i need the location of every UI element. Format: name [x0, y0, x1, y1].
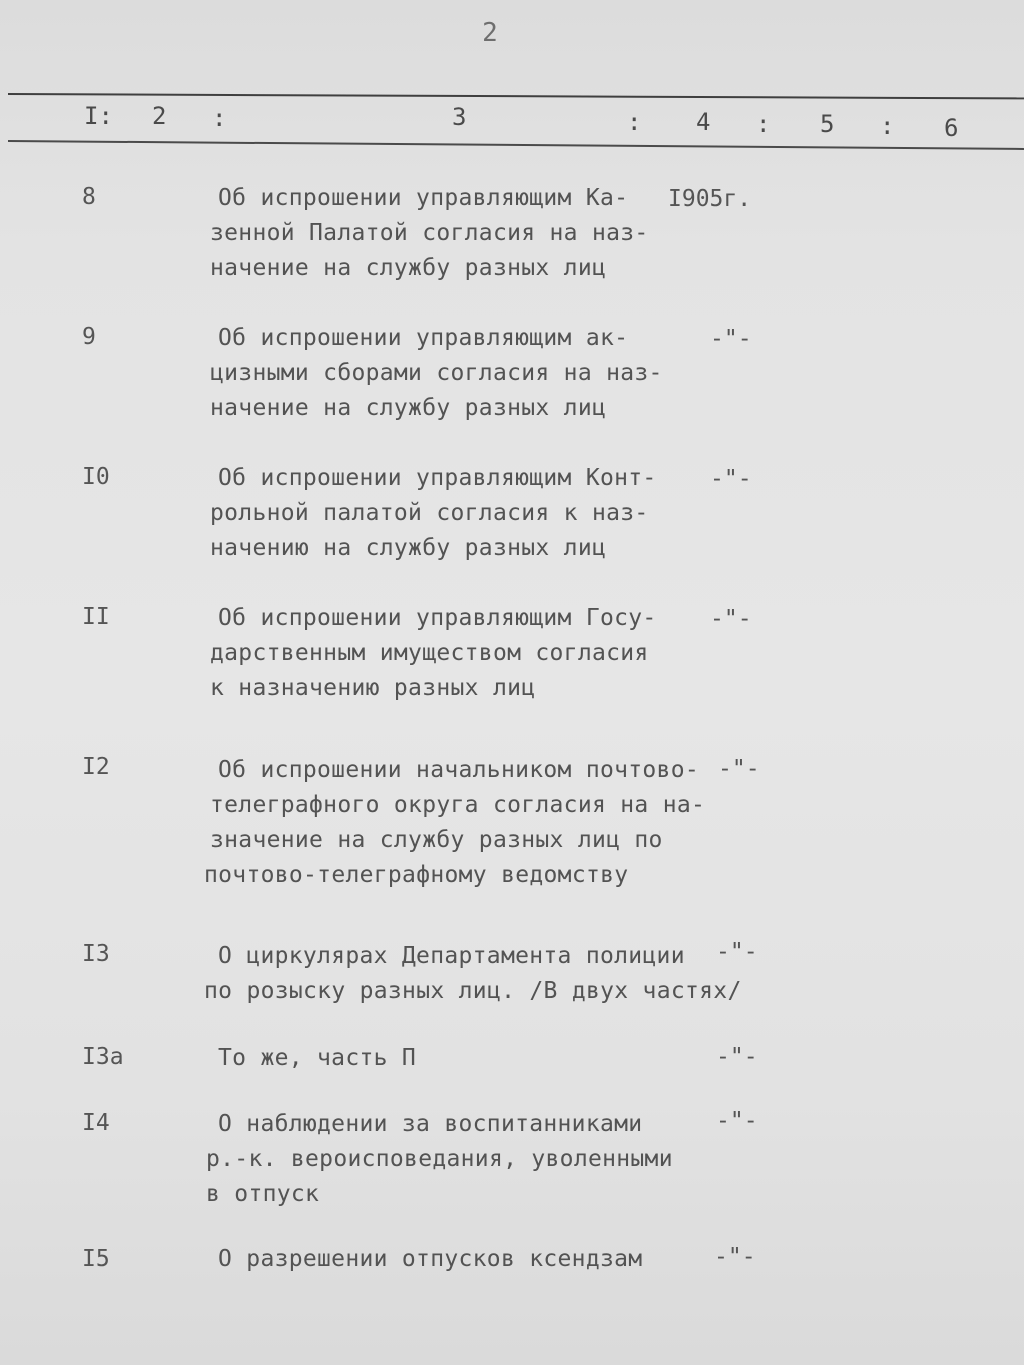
entry-title-line: телеграфного округа согласия на на-: [210, 792, 706, 818]
entry-title-line: Об испрошении управляющим Конт-: [218, 465, 657, 491]
entry-date: -"-: [716, 1108, 758, 1134]
header-rule-top: [8, 93, 1024, 99]
entry-title-line: Об испрошении начальником почтово-: [218, 757, 700, 783]
entry-title-line: начение на службу разных лиц: [210, 255, 607, 281]
entry-title-line: То же, часть П: [218, 1045, 417, 1071]
entry-number: I4: [82, 1110, 110, 1136]
entry-number: I3а: [82, 1044, 124, 1070]
entry-title-line: к назначению разных лиц: [210, 675, 536, 701]
entry-number: I3: [82, 941, 110, 967]
column-separator: :: [756, 110, 771, 138]
entry-title-line: в отпуск: [206, 1181, 320, 1207]
column-header-2: 2: [152, 102, 167, 130]
entry-title-line: Об испрошении управляющим ак-: [218, 325, 629, 351]
entry-date: -"-: [710, 466, 752, 492]
column-header-1: I:: [84, 102, 113, 130]
entry-title-line: О наблюдении за воспитанниками: [218, 1111, 643, 1137]
entry-number: 9: [82, 324, 96, 350]
header-rule-bottom: [8, 140, 1024, 150]
column-separator: :: [212, 104, 227, 132]
entry-title-line: дарственным имуществом согласия: [210, 640, 649, 666]
entry-date: -"-: [716, 939, 758, 965]
entry-title-line: О циркулярах Департамента полиции: [218, 943, 685, 969]
entry-title-line: цизными сборами согласия на наз-: [210, 360, 663, 386]
entry-title-line: Об испрошении управляющим Госу-: [218, 605, 657, 631]
entry-date: I905г.: [668, 186, 752, 212]
entry-title-line: О разрешении отпусков ксендзам: [218, 1246, 643, 1272]
entry-date: -"-: [716, 1044, 758, 1070]
entry-title-line: начение на службу разных лиц: [210, 395, 607, 421]
column-separator: :: [880, 112, 895, 140]
column-header-6: 6: [944, 114, 959, 142]
entry-title-line: Об испрошении управляющим Ка-: [218, 185, 629, 211]
entry-title-line: значение на службу разных лиц по: [210, 827, 663, 853]
entry-date: -"-: [710, 606, 752, 632]
page-number: 2: [482, 18, 498, 48]
entry-title-line: по розыску разных лиц. /В двух частях/: [204, 978, 742, 1004]
column-header-4: 4: [696, 108, 711, 136]
entry-title-line: зенной Палатой согласия на наз-: [210, 220, 649, 246]
entry-title-line: начению на службу разных лиц: [210, 535, 607, 561]
entry-number: I2: [82, 754, 110, 780]
entry-number: 8: [82, 184, 96, 210]
entry-number: I0: [82, 464, 110, 490]
column-separator: :: [627, 108, 642, 136]
entry-date: -"-: [714, 1244, 756, 1270]
entry-date: -"-: [710, 326, 752, 352]
entry-number: II: [82, 604, 110, 630]
column-header-3: 3: [452, 103, 467, 131]
entry-number: I5: [82, 1246, 110, 1272]
entry-title-line: рольной палатой согласия к наз-: [210, 500, 649, 526]
entry-title-line: почтово-телеграфному ведомству: [204, 862, 629, 888]
entry-title-line: р.-к. вероисповедания, уволенными: [206, 1146, 673, 1172]
column-header-5: 5: [820, 110, 835, 138]
entry-date: -"-: [718, 756, 760, 782]
